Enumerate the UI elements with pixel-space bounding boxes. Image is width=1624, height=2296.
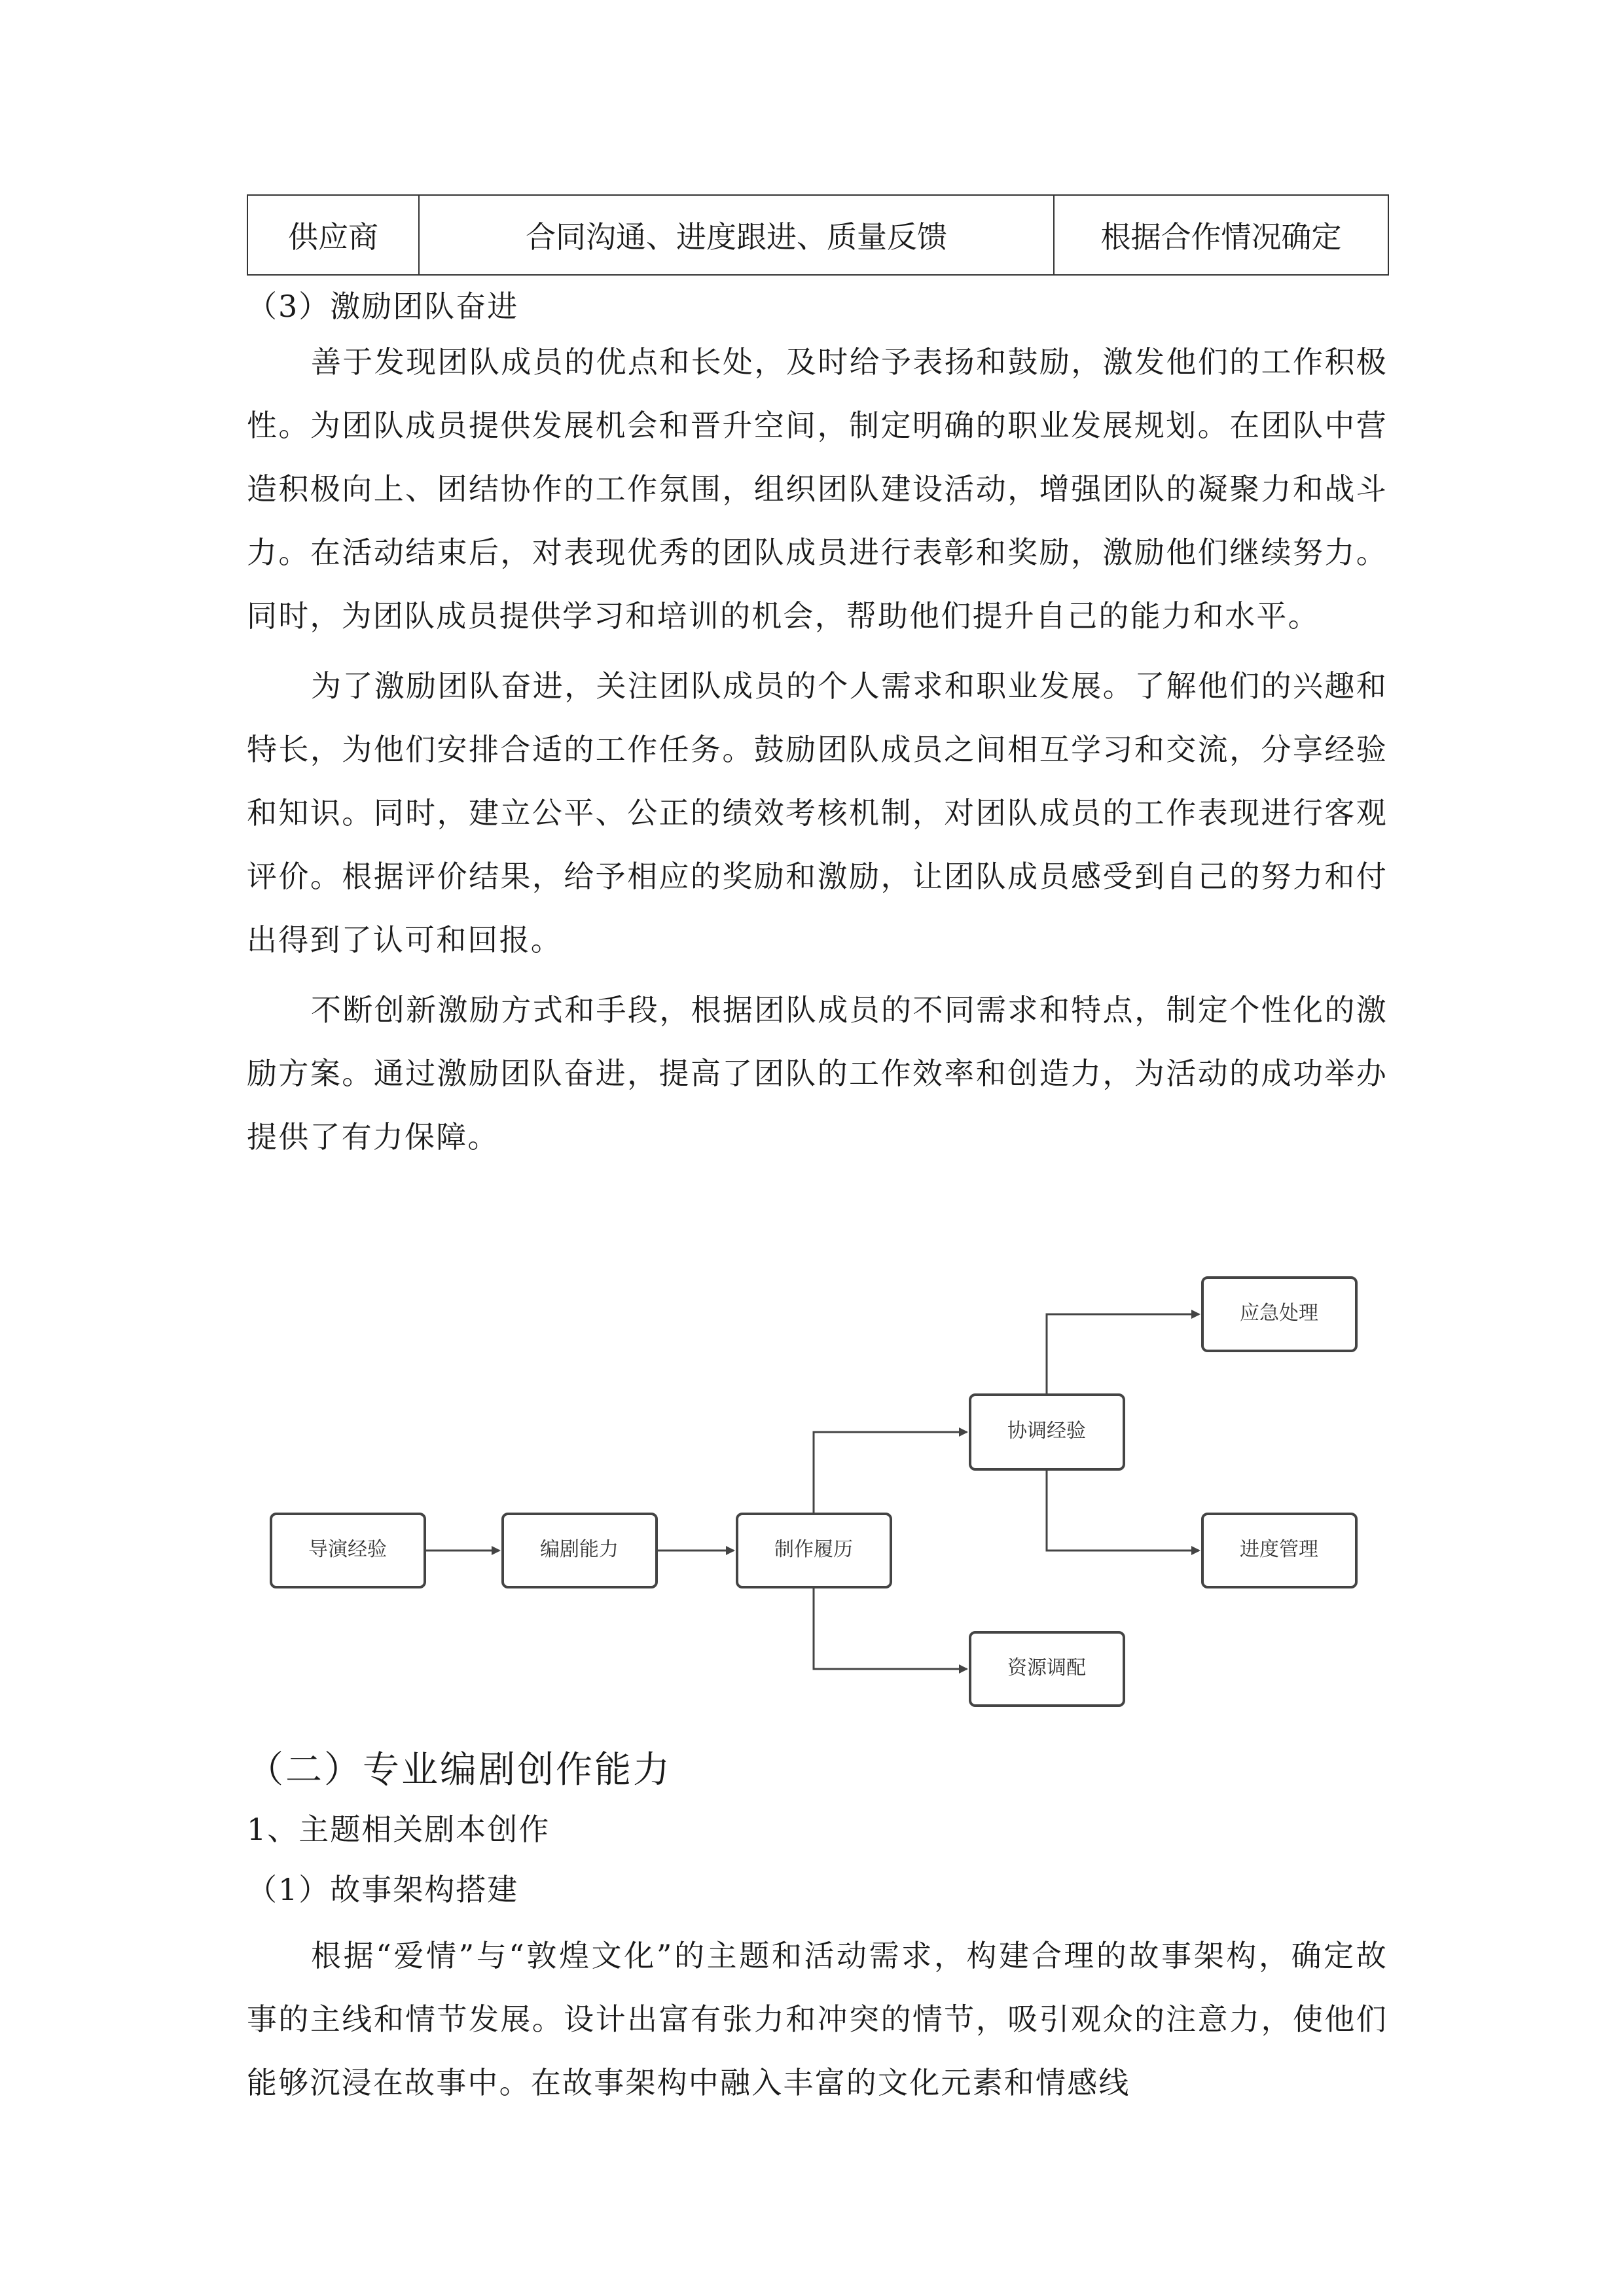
node-resource-allocation [970, 1632, 1124, 1706]
section-heading-motivate-team: （3）激励团队奋进 [247, 289, 519, 324]
table-row [247, 195, 1388, 275]
node-emergency-handling [1202, 1278, 1356, 1351]
node-writing-ability [503, 1514, 657, 1587]
paragraph-1: 善于发现团队成员的优点和长处，及时给予表扬和鼓励，激发他们的工作积极性。为团队成员提供发展机会和晋升空间，制定明确的职业发展规划。在团队中营造积极向上、团结协作的工作氛围，组织团队建设活动，增强团队的凝聚力和战斗力。在活动结束后，对表现优秀的团队成员进行表彰和奖励，激励他们继续努力。同时，为团队成员提供学习和培训的机会，帮助他们提升自己的能力和水平。 [247, 344, 1388, 634]
table-cell-party: 供应商 [247, 195, 419, 275]
section-heading-theme-script: 1、主题相关剧本创作 [247, 1812, 550, 1847]
story-structure-body [247, 1924, 1388, 2115]
node-label: 制作履历 [774, 1538, 853, 1561]
node-schedule-management [1202, 1514, 1356, 1587]
node-label: 导演经验 [308, 1538, 387, 1561]
paragraph-story-structure: 根据“爱情”与“敦煌文化”的主题和活动需求，构建合理的故事架构，确定故事的主线和情节发展。设计出富有张力和冲突的情节，吸引观众的注意力，使他们能够沉浸在故事中。在故事架构中融入丰富的文化元素和情感线 [247, 1938, 1388, 2100]
edge-coordination-to-emergency [1047, 1314, 1199, 1395]
subsection-heading-story-structure: （1）故事架构搭建 [247, 1872, 519, 1907]
node-production-record [737, 1514, 891, 1587]
table-cell-content: 合同沟通、进度跟进、质量反馈 [419, 195, 1054, 275]
edge-coordination-to-schedule [1047, 1469, 1199, 1551]
diagram-canvas [247, 1266, 1388, 1725]
chapter-heading-writing-ability: （二）专业编剧创作能力 [247, 1749, 672, 1791]
table-cell-timing: 根据合作情况确定 [1054, 195, 1388, 275]
paragraph-2: 为了激励团队奋进，关注团队成员的个人需求和职业发展。了解他们的兴趣和特长，为他们安排合适的工作任务。鼓励团队成员之间相互学习和交流，分享经验和知识。同时，建立公平、公正的绩效考核机制，对团队成员的工作表现进行客观评价。根据评价结果，给予相应的奖励和激励，让团队成员感受到自己的努力和付出得到了认可和回报。 [247, 668, 1388, 958]
node-coordination-experience [970, 1395, 1124, 1469]
node-label: 资源调配 [1007, 1657, 1086, 1679]
node-label: 协调经验 [1007, 1420, 1086, 1443]
page-body [247, 194, 1388, 1169]
experience-flow-diagram [247, 1266, 1388, 1725]
node-label: 应急处理 [1240, 1302, 1318, 1325]
edge-production-to-resources [814, 1587, 967, 1669]
node-label: 编剧能力 [540, 1538, 619, 1561]
paragraph-3: 不断创新激励方式和手段，根据团队成员的不同需求和特点，制定个性化的激励方案。通过激励团队奋进，提高了团队的工作效率和创造力，为活动的成功举办提供了有力保障。 [247, 992, 1388, 1155]
node-directing-experience [271, 1514, 425, 1587]
edge-production-to-coordination [814, 1432, 967, 1514]
stakeholder-table [247, 194, 1389, 276]
node-label: 进度管理 [1240, 1538, 1318, 1561]
